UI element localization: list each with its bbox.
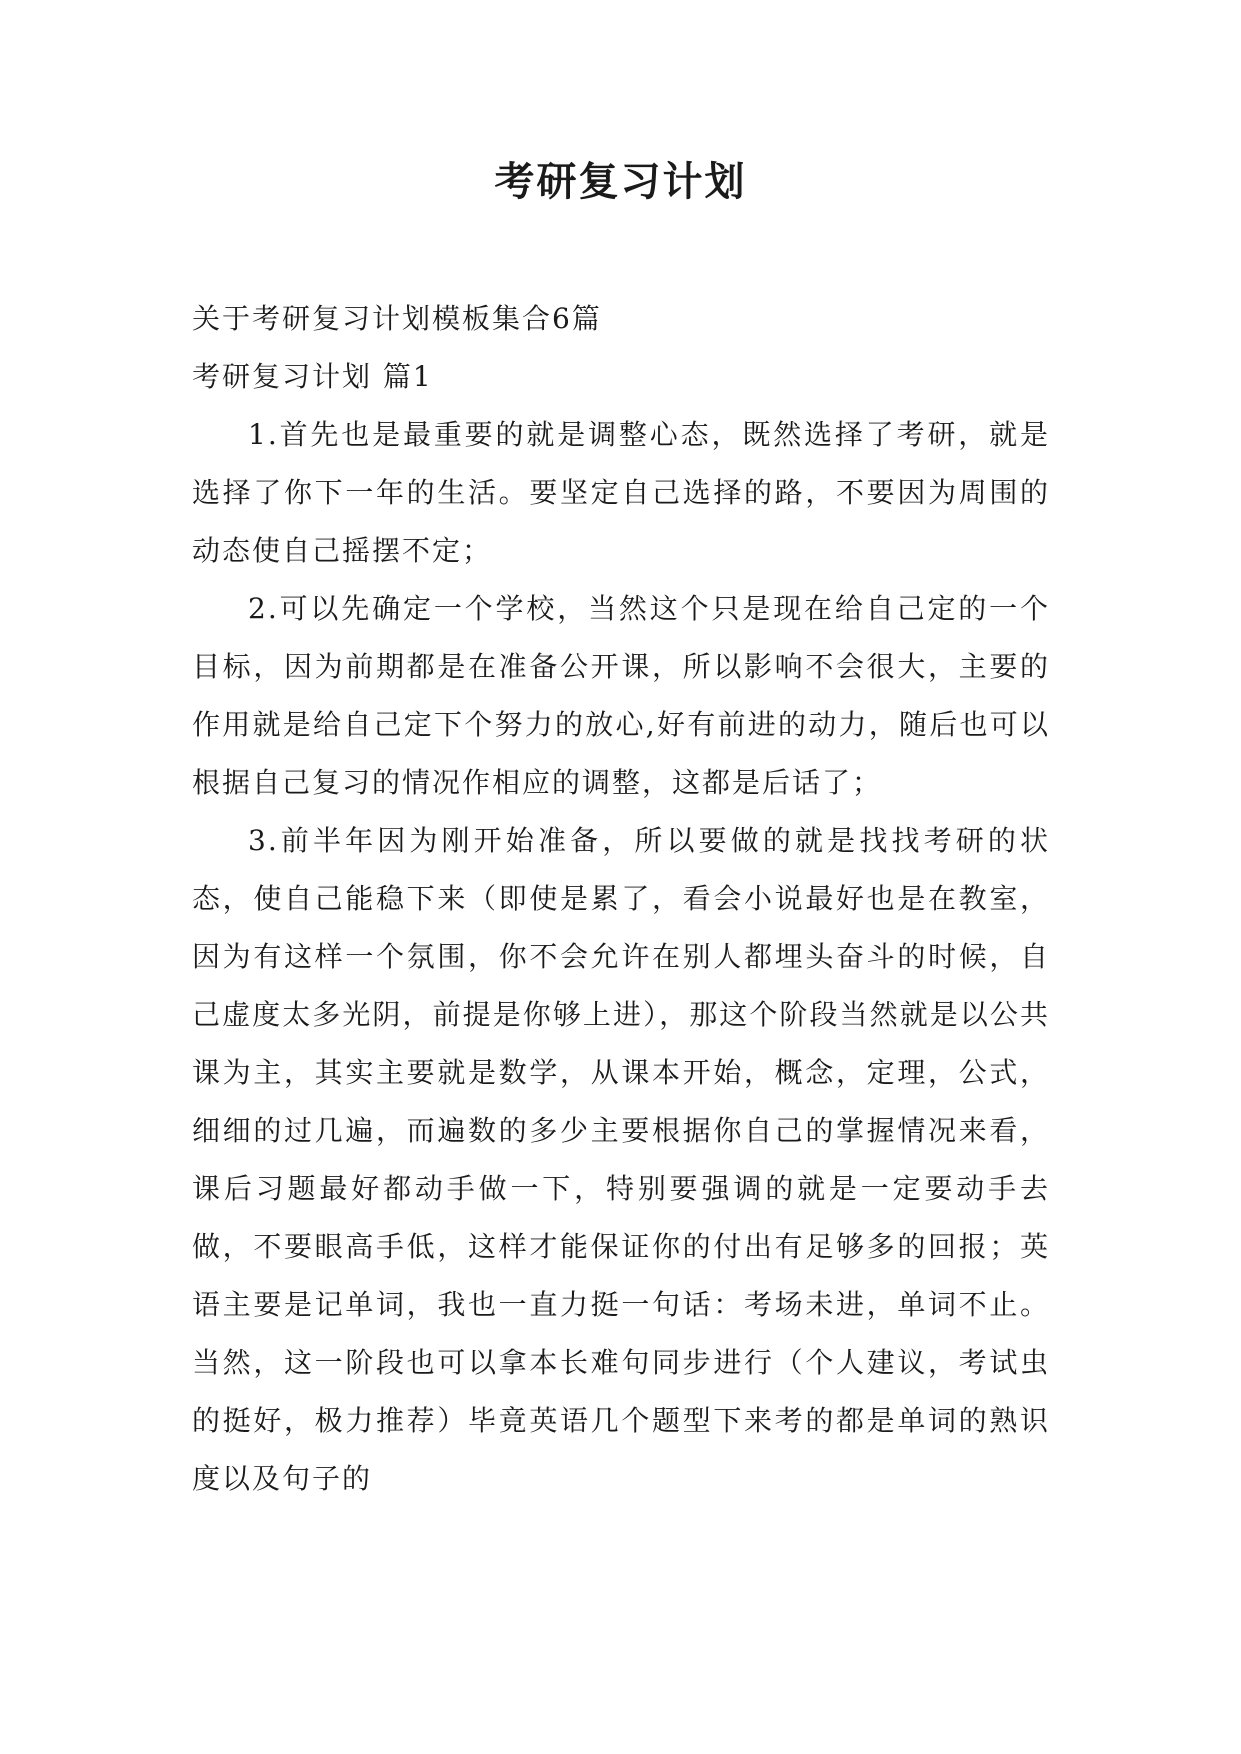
document-body bbox=[192, 290, 1050, 1508]
document-subtitle: 关于考研复习计划模板集合6篇 bbox=[192, 302, 602, 335]
paragraph-2: 2.可以先确定一个学校，当然这个只是现在给自己定的一个目标，因为前期都是在准备公开课，所以影响不会很大，主要的作用就是给自己定下个努力的放心,好有前进的动力，随后也可以根据自己复习的情况作相应的调整，这都是后话了； bbox=[192, 592, 1050, 799]
paragraph-1: 1.首先也是最重要的就是调整心态，既然选择了考研，就是选择了你下一年的生活。要坚定自己选择的路，不要因为周围的动态使自己摇摆不定； bbox=[192, 418, 1050, 567]
document-title: 考研复习计划 bbox=[494, 158, 747, 205]
section-heading: 考研复习计划 篇1 bbox=[192, 360, 433, 393]
paragraph-3: 3.前半年因为刚开始准备，所以要做的就是找找考研的状态，使自己能稳下来（即使是累了，看会小说最好也是在教室，因为有这样一个氛围，你不会允许在别人都埋头奋斗的时候，自己虚度太多光阴，前提是你够上进），那这个阶段当然就是以公共课为主，其实主要就是数学，从课本开始，概念，定理，公式，细细的过几遍，而遍数的多少主要根据你自己的掌握情况来看，课后习题最好都动手做一下，特别要强调的就是一定要动手去做，不要眼高手低，这样才能保证你的付出有足够多的回报；英语主要是记单词，我也一直力挺一句话：考场未进，单词不止。当然，这一阶段也可以拿本长难句同步进行（个人建议，考试虫的挺好，极力推荐）毕竟英语几个题型下来考的都是单词的熟识度以及句子的 bbox=[192, 824, 1050, 1495]
